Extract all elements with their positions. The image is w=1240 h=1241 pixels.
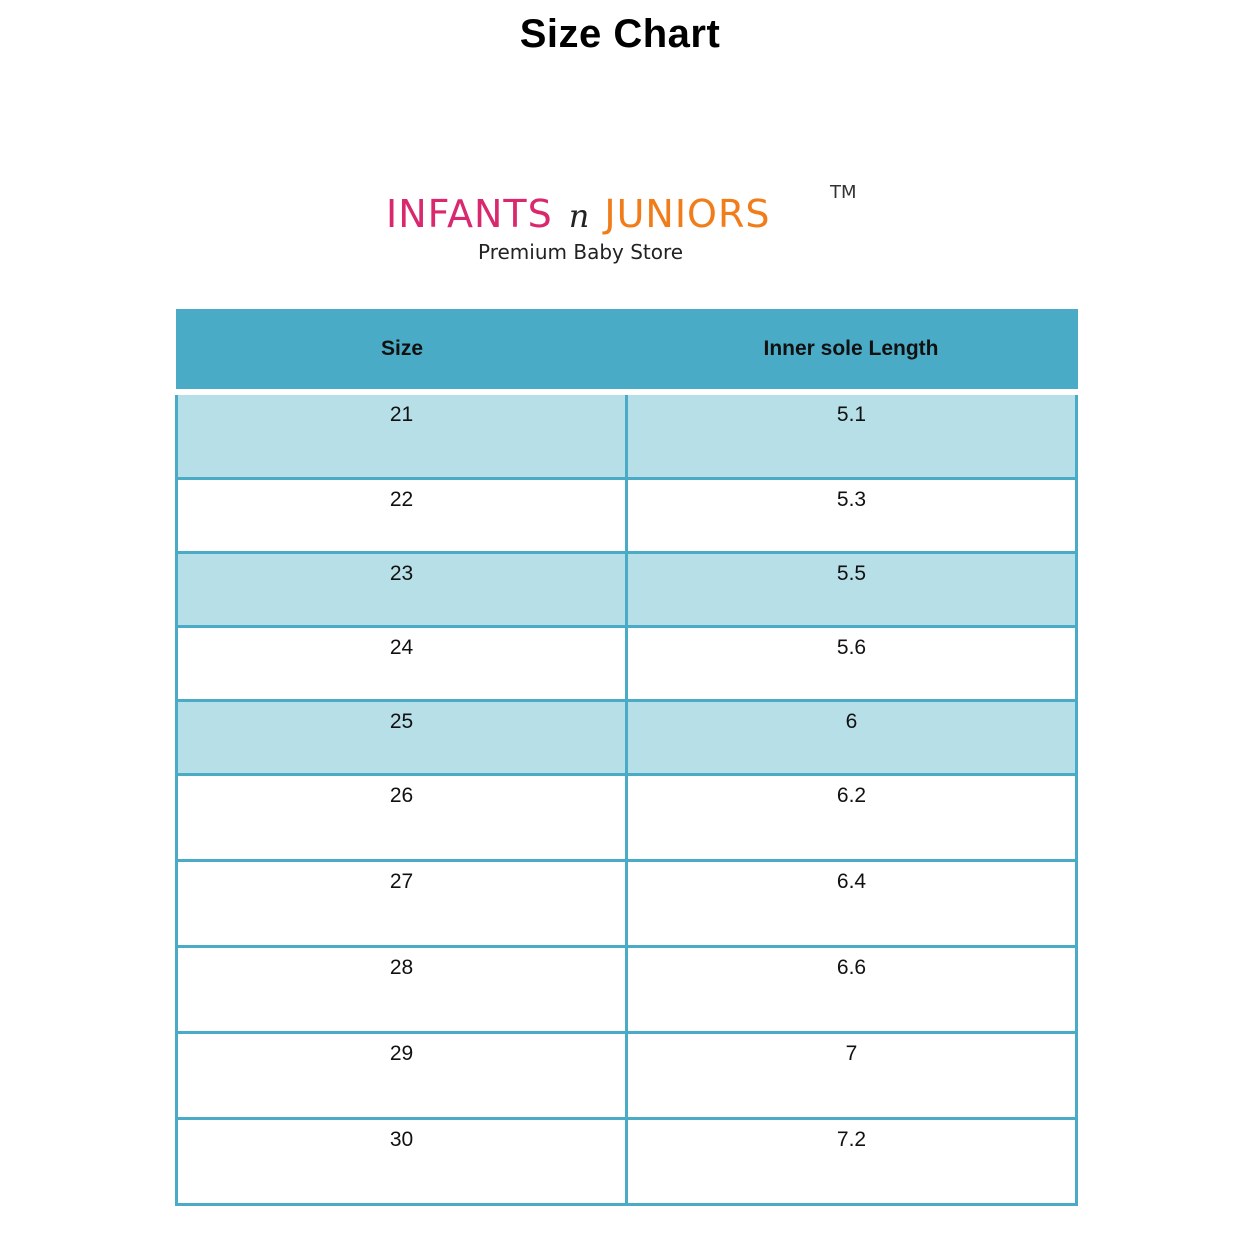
length-cell: 6.2 xyxy=(627,774,1077,860)
logo-juniors-text: JUNIORS xyxy=(604,192,771,236)
brand-logo xyxy=(386,178,856,278)
logo-infants-text: INFANTS xyxy=(386,192,553,236)
size-cell: 22 xyxy=(177,478,627,552)
table-row xyxy=(177,478,1077,552)
length-cell: 7 xyxy=(627,1032,1077,1118)
table-row xyxy=(177,626,1077,700)
logo-trademark: TM xyxy=(830,182,857,203)
table-row xyxy=(177,552,1077,626)
table-header-row xyxy=(177,309,1077,392)
length-cell: 6 xyxy=(627,700,1077,774)
size-cell: 21 xyxy=(177,392,627,478)
table-row xyxy=(177,700,1077,774)
header-size: Size xyxy=(177,309,627,392)
size-cell: 25 xyxy=(177,700,627,774)
table-row xyxy=(177,1118,1077,1204)
length-cell: 5.3 xyxy=(627,478,1077,552)
size-cell: 26 xyxy=(177,774,627,860)
table-row xyxy=(177,946,1077,1032)
length-cell: 6.4 xyxy=(627,860,1077,946)
size-cell: 23 xyxy=(177,552,627,626)
length-cell: 5.5 xyxy=(627,552,1077,626)
size-cell: 29 xyxy=(177,1032,627,1118)
size-cell: 28 xyxy=(177,946,627,1032)
table-row xyxy=(177,774,1077,860)
size-cell: 24 xyxy=(177,626,627,700)
size-cell: 27 xyxy=(177,860,627,946)
header-inner-sole-length: Inner sole Length xyxy=(627,309,1077,392)
logo-n-text: n xyxy=(568,197,591,235)
length-cell: 6.6 xyxy=(627,946,1077,1032)
logo-wordmark xyxy=(386,192,770,236)
length-cell: 7.2 xyxy=(627,1118,1077,1204)
table-row xyxy=(177,392,1077,478)
table-row xyxy=(177,1032,1077,1118)
logo-tagline: Premium Baby Store xyxy=(478,240,684,264)
size-cell: 30 xyxy=(177,1118,627,1204)
length-cell: 5.1 xyxy=(627,392,1077,478)
length-cell: 5.6 xyxy=(627,626,1077,700)
size-chart-table xyxy=(175,309,1078,1206)
page-title: Size Chart xyxy=(519,12,721,56)
table-row xyxy=(177,860,1077,946)
